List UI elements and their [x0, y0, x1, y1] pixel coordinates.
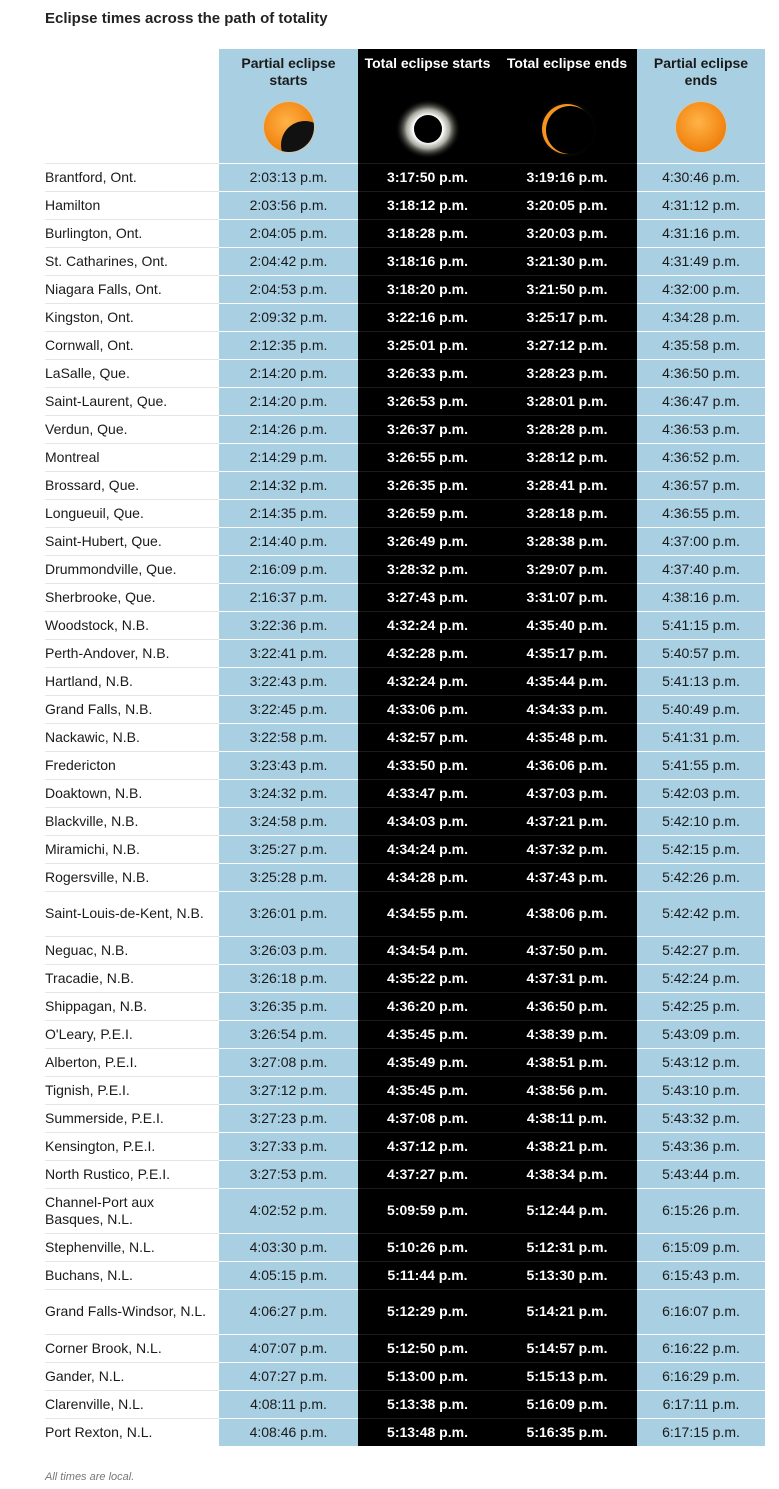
total-end-time: 4:37:31 p.m.: [497, 964, 637, 992]
total-end-time: 4:37:50 p.m.: [497, 936, 637, 964]
city-name: Montreal: [45, 443, 219, 471]
total-start-time: 4:34:28 p.m.: [358, 863, 497, 891]
total-end-time: 3:21:30 p.m.: [497, 247, 637, 275]
city-name: O'Leary, P.E.I.: [45, 1020, 219, 1048]
table-row: [45, 219, 765, 247]
header-partial-end: [637, 49, 765, 163]
partial-end-time: 5:43:10 p.m.: [637, 1076, 765, 1104]
total-end-time: 3:25:17 p.m.: [497, 303, 637, 331]
table-row: [45, 303, 765, 331]
city-name: LaSalle, Que.: [45, 359, 219, 387]
partial-start-time: 4:03:30 p.m.: [219, 1233, 358, 1261]
partial-start-time: 2:14:40 p.m.: [219, 527, 358, 555]
total-end-time: 3:21:50 p.m.: [497, 275, 637, 303]
city-name: Port Rexton, N.L.: [45, 1418, 219, 1446]
table-row: [45, 1362, 765, 1390]
city-name: Brossard, Que.: [45, 471, 219, 499]
city-name: Clarenville, N.L.: [45, 1390, 219, 1418]
header-label: Partial eclipse ends: [653, 55, 749, 88]
partial-start-time: 3:22:41 p.m.: [219, 639, 358, 667]
total-end-time: 3:28:12 p.m.: [497, 443, 637, 471]
partial-end-time: 4:31:12 p.m.: [637, 191, 765, 219]
total-start-time: 5:10:26 p.m.: [358, 1233, 497, 1261]
partial-end-time: 6:16:22 p.m.: [637, 1334, 765, 1362]
partial-start-time: 2:04:42 p.m.: [219, 247, 358, 275]
total-start-time: 5:12:50 p.m.: [358, 1334, 497, 1362]
partial-end-time: 5:42:03 p.m.: [637, 779, 765, 807]
city-name: Hamilton: [45, 191, 219, 219]
total-start-time: 4:34:54 p.m.: [358, 936, 497, 964]
total-end-time: 3:19:16 p.m.: [497, 163, 637, 191]
city-name: Saint-Louis-de-Kent, N.B.: [45, 891, 219, 936]
table-row: [45, 499, 765, 527]
city-name: Corner Brook, N.L.: [45, 1334, 219, 1362]
total-end-time: 3:31:07 p.m.: [497, 583, 637, 611]
total-start-time: 4:34:03 p.m.: [358, 807, 497, 835]
partial-end-time: 5:42:42 p.m.: [637, 891, 765, 936]
total-end-time: 3:28:18 p.m.: [497, 499, 637, 527]
partial-end-time: 4:31:49 p.m.: [637, 247, 765, 275]
city-name: Kingston, Ont.: [45, 303, 219, 331]
partial-start-time: 3:26:01 p.m.: [219, 891, 358, 936]
total-start-time: 5:12:29 p.m.: [358, 1289, 497, 1334]
partial-start-time: 3:25:27 p.m.: [219, 835, 358, 863]
partial-start-time: 3:22:45 p.m.: [219, 695, 358, 723]
partial-start-time: 3:26:03 p.m.: [219, 936, 358, 964]
total-start-time: 4:37:12 p.m.: [358, 1132, 497, 1160]
partial-end-time: 4:38:16 p.m.: [637, 583, 765, 611]
total-end-time: 3:28:38 p.m.: [497, 527, 637, 555]
city-name: Blackville, N.B.: [45, 807, 219, 835]
city-name: Tracadie, N.B.: [45, 964, 219, 992]
total-start-time: 5:13:38 p.m.: [358, 1390, 497, 1418]
partial-end-time: 4:36:52 p.m.: [637, 443, 765, 471]
city-name: Kensington, P.E.I.: [45, 1132, 219, 1160]
partial-eclipse-end-icon: [673, 99, 729, 155]
header-label: Total eclipse starts: [364, 55, 491, 71]
partial-end-time: 4:32:00 p.m.: [637, 275, 765, 303]
partial-start-time: 3:27:23 p.m.: [219, 1104, 358, 1132]
table-row: [45, 807, 765, 835]
total-end-time: 3:28:41 p.m.: [497, 471, 637, 499]
table-row: [45, 527, 765, 555]
partial-start-time: 2:14:29 p.m.: [219, 443, 358, 471]
total-end-time: 3:29:07 p.m.: [497, 555, 637, 583]
header-total-start: [358, 49, 497, 163]
total-end-time: 4:36:06 p.m.: [497, 751, 637, 779]
table-row: [45, 247, 765, 275]
partial-end-time: 5:43:32 p.m.: [637, 1104, 765, 1132]
partial-end-time: 5:42:15 p.m.: [637, 835, 765, 863]
total-start-time: 3:26:53 p.m.: [358, 387, 497, 415]
partial-start-time: 3:26:18 p.m.: [219, 964, 358, 992]
partial-end-time: 5:43:09 p.m.: [637, 1020, 765, 1048]
total-end-time: 5:14:57 p.m.: [497, 1334, 637, 1362]
total-start-time: 5:11:44 p.m.: [358, 1261, 497, 1289]
city-name: North Rustico, P.E.I.: [45, 1160, 219, 1188]
city-name: Grand Falls-Windsor, N.L.: [45, 1289, 219, 1334]
partial-end-time: 5:42:25 p.m.: [637, 992, 765, 1020]
total-end-time: 3:28:23 p.m.: [497, 359, 637, 387]
total-end-time: 3:20:05 p.m.: [497, 191, 637, 219]
table-row: [45, 639, 765, 667]
total-end-time: 4:38:39 p.m.: [497, 1020, 637, 1048]
partial-end-time: 6:15:43 p.m.: [637, 1261, 765, 1289]
partial-end-time: 6:17:11 p.m.: [637, 1390, 765, 1418]
total-end-time: 4:37:43 p.m.: [497, 863, 637, 891]
partial-end-time: 5:41:31 p.m.: [637, 723, 765, 751]
partial-start-time: 3:27:12 p.m.: [219, 1076, 358, 1104]
table-row: [45, 1261, 765, 1289]
table-row: [45, 936, 765, 964]
total-end-time: 4:36:50 p.m.: [497, 992, 637, 1020]
partial-start-time: 4:06:27 p.m.: [219, 1289, 358, 1334]
total-eclipse-start-icon: [395, 99, 461, 159]
city-name: Neguac, N.B.: [45, 936, 219, 964]
partial-end-time: 5:41:55 p.m.: [637, 751, 765, 779]
total-start-time: 4:32:57 p.m.: [358, 723, 497, 751]
partial-end-time: 6:15:09 p.m.: [637, 1233, 765, 1261]
total-end-time: 4:38:51 p.m.: [497, 1048, 637, 1076]
partial-end-time: 6:17:15 p.m.: [637, 1418, 765, 1446]
footnote: All times are local.: [45, 1471, 135, 1483]
partial-end-time: 4:37:00 p.m.: [637, 527, 765, 555]
total-end-time: 4:35:40 p.m.: [497, 611, 637, 639]
partial-start-time: 4:05:15 p.m.: [219, 1261, 358, 1289]
partial-start-time: 2:14:35 p.m.: [219, 499, 358, 527]
total-end-time: 3:28:28 p.m.: [497, 415, 637, 443]
city-name: Buchans, N.L.: [45, 1261, 219, 1289]
partial-end-time: 4:36:55 p.m.: [637, 499, 765, 527]
table-row: [45, 191, 765, 219]
total-end-time: 5:15:13 p.m.: [497, 1362, 637, 1390]
partial-end-time: 4:36:57 p.m.: [637, 471, 765, 499]
table-header-row: [45, 49, 765, 163]
total-end-time: 4:35:44 p.m.: [497, 667, 637, 695]
total-start-time: 4:33:50 p.m.: [358, 751, 497, 779]
total-end-time: 4:37:21 p.m.: [497, 807, 637, 835]
partial-start-time: 2:16:37 p.m.: [219, 583, 358, 611]
total-start-time: 3:22:16 p.m.: [358, 303, 497, 331]
partial-start-time: 3:22:43 p.m.: [219, 667, 358, 695]
table-row: [45, 1334, 765, 1362]
table-row: [45, 723, 765, 751]
table-row: [45, 1020, 765, 1048]
table-row: [45, 275, 765, 303]
city-name: Shippagan, N.B.: [45, 992, 219, 1020]
total-start-time: 3:17:50 p.m.: [358, 163, 497, 191]
city-name: Fredericton: [45, 751, 219, 779]
total-end-time: 4:38:21 p.m.: [497, 1132, 637, 1160]
total-start-time: 4:34:24 p.m.: [358, 835, 497, 863]
partial-end-time: 4:36:53 p.m.: [637, 415, 765, 443]
city-name: Cornwall, Ont.: [45, 331, 219, 359]
table-row: [45, 555, 765, 583]
partial-end-time: 4:35:58 p.m.: [637, 331, 765, 359]
partial-end-time: 5:41:15 p.m.: [637, 611, 765, 639]
table-row: [45, 1104, 765, 1132]
total-end-time: 3:27:12 p.m.: [497, 331, 637, 359]
partial-end-time: 4:31:16 p.m.: [637, 219, 765, 247]
total-end-time: 3:28:01 p.m.: [497, 387, 637, 415]
total-end-time: 5:12:44 p.m.: [497, 1188, 637, 1233]
table-row: [45, 891, 765, 936]
partial-end-time: 5:41:13 p.m.: [637, 667, 765, 695]
total-start-time: 4:33:47 p.m.: [358, 779, 497, 807]
partial-end-time: 6:16:29 p.m.: [637, 1362, 765, 1390]
total-start-time: 3:28:32 p.m.: [358, 555, 497, 583]
total-start-time: 4:35:45 p.m.: [358, 1020, 497, 1048]
total-start-time: 4:32:28 p.m.: [358, 639, 497, 667]
table-row: [45, 1289, 765, 1334]
total-end-time: 5:16:35 p.m.: [497, 1418, 637, 1446]
partial-start-time: 3:24:58 p.m.: [219, 807, 358, 835]
table-row: [45, 964, 765, 992]
total-start-time: 4:35:45 p.m.: [358, 1076, 497, 1104]
total-end-time: 4:37:32 p.m.: [497, 835, 637, 863]
city-name: St. Catharines, Ont.: [45, 247, 219, 275]
total-start-time: 3:26:33 p.m.: [358, 359, 497, 387]
total-start-time: 4:36:20 p.m.: [358, 992, 497, 1020]
partial-start-time: 2:03:56 p.m.: [219, 191, 358, 219]
total-start-time: 3:26:49 p.m.: [358, 527, 497, 555]
partial-start-time: 2:04:53 p.m.: [219, 275, 358, 303]
total-end-time: 4:35:17 p.m.: [497, 639, 637, 667]
partial-end-time: 4:34:28 p.m.: [637, 303, 765, 331]
city-name: Stephenville, N.L.: [45, 1233, 219, 1261]
table-row: [45, 992, 765, 1020]
partial-end-time: 4:36:50 p.m.: [637, 359, 765, 387]
partial-start-time: 3:27:33 p.m.: [219, 1132, 358, 1160]
table-row: [45, 443, 765, 471]
city-name: Summerside, P.E.I.: [45, 1104, 219, 1132]
total-start-time: 3:18:16 p.m.: [358, 247, 497, 275]
table-row: [45, 359, 765, 387]
total-start-time: 3:26:37 p.m.: [358, 415, 497, 443]
table-row: [45, 1233, 765, 1261]
total-start-time: 5:13:00 p.m.: [358, 1362, 497, 1390]
table-row: [45, 583, 765, 611]
city-name: Channel-Port aux Basques, N.L.: [45, 1188, 219, 1233]
total-start-time: 3:18:20 p.m.: [358, 275, 497, 303]
header-partial-start: [219, 49, 358, 163]
city-name: Drummondville, Que.: [45, 555, 219, 583]
table-row: [45, 611, 765, 639]
total-end-time: 4:34:33 p.m.: [497, 695, 637, 723]
table-row: [45, 387, 765, 415]
partial-start-time: 2:03:13 p.m.: [219, 163, 358, 191]
partial-start-time: 3:24:32 p.m.: [219, 779, 358, 807]
table-row: [45, 751, 765, 779]
eclipse-times-table: [45, 49, 765, 1446]
partial-start-time: 3:27:08 p.m.: [219, 1048, 358, 1076]
table-row: [45, 1048, 765, 1076]
partial-start-time: 2:04:05 p.m.: [219, 219, 358, 247]
partial-start-time: 4:08:11 p.m.: [219, 1390, 358, 1418]
partial-start-time: 3:26:54 p.m.: [219, 1020, 358, 1048]
table-row: [45, 835, 765, 863]
table-row: [45, 331, 765, 359]
partial-eclipse-start-icon: [261, 99, 317, 155]
partial-start-time: 3:27:53 p.m.: [219, 1160, 358, 1188]
city-name: Sherbrooke, Que.: [45, 583, 219, 611]
city-name: Tignish, P.E.I.: [45, 1076, 219, 1104]
partial-end-time: 5:42:24 p.m.: [637, 964, 765, 992]
partial-end-time: 5:40:49 p.m.: [637, 695, 765, 723]
total-start-time: 3:27:43 p.m.: [358, 583, 497, 611]
total-start-time: 4:37:08 p.m.: [358, 1104, 497, 1132]
header-label: Total eclipse ends: [506, 55, 628, 71]
total-start-time: 3:26:55 p.m.: [358, 443, 497, 471]
city-name: Gander, N.L.: [45, 1362, 219, 1390]
table-row: [45, 695, 765, 723]
partial-start-time: 2:16:09 p.m.: [219, 555, 358, 583]
partial-end-time: 6:16:07 p.m.: [637, 1289, 765, 1334]
total-end-time: 4:38:11 p.m.: [497, 1104, 637, 1132]
partial-start-time: 3:22:58 p.m.: [219, 723, 358, 751]
total-start-time: 3:25:01 p.m.: [358, 331, 497, 359]
total-start-time: 3:26:35 p.m.: [358, 471, 497, 499]
partial-end-time: 5:43:44 p.m.: [637, 1160, 765, 1188]
table-row: [45, 1390, 765, 1418]
total-end-time: 4:38:34 p.m.: [497, 1160, 637, 1188]
partial-start-time: 4:08:46 p.m.: [219, 1418, 358, 1446]
partial-start-time: 3:22:36 p.m.: [219, 611, 358, 639]
partial-start-time: 4:07:27 p.m.: [219, 1362, 358, 1390]
partial-start-time: 2:12:35 p.m.: [219, 331, 358, 359]
city-name: Doaktown, N.B.: [45, 779, 219, 807]
partial-end-time: 5:43:36 p.m.: [637, 1132, 765, 1160]
partial-end-time: 5:40:57 p.m.: [637, 639, 765, 667]
total-start-time: 3:26:59 p.m.: [358, 499, 497, 527]
city-name: Alberton, P.E.I.: [45, 1048, 219, 1076]
city-name: Saint-Hubert, Que.: [45, 527, 219, 555]
partial-end-time: 6:15:26 p.m.: [637, 1188, 765, 1233]
partial-end-time: 5:42:27 p.m.: [637, 936, 765, 964]
total-end-time: 5:13:30 p.m.: [497, 1261, 637, 1289]
city-name: Niagara Falls, Ont.: [45, 275, 219, 303]
total-eclipse-end-icon: [537, 99, 597, 159]
total-start-time: 4:35:22 p.m.: [358, 964, 497, 992]
partial-start-time: 3:25:28 p.m.: [219, 863, 358, 891]
city-name: Grand Falls, N.B.: [45, 695, 219, 723]
total-end-time: 4:35:48 p.m.: [497, 723, 637, 751]
partial-start-time: 4:02:52 p.m.: [219, 1188, 358, 1233]
total-start-time: 3:18:12 p.m.: [358, 191, 497, 219]
table-row: [45, 1076, 765, 1104]
partial-start-time: 3:23:43 p.m.: [219, 751, 358, 779]
total-end-time: 5:12:31 p.m.: [497, 1233, 637, 1261]
partial-end-time: 5:42:26 p.m.: [637, 863, 765, 891]
total-end-time: 4:38:56 p.m.: [497, 1076, 637, 1104]
partial-start-time: 3:26:35 p.m.: [219, 992, 358, 1020]
header-label: Partial eclipse starts: [241, 55, 336, 88]
partial-start-time: 2:14:32 p.m.: [219, 471, 358, 499]
total-start-time: 4:32:24 p.m.: [358, 667, 497, 695]
table-row: [45, 415, 765, 443]
city-name: Saint-Laurent, Que.: [45, 387, 219, 415]
partial-end-time: 4:36:47 p.m.: [637, 387, 765, 415]
city-name: Burlington, Ont.: [45, 219, 219, 247]
partial-start-time: 2:09:32 p.m.: [219, 303, 358, 331]
table-row: [45, 863, 765, 891]
header-blank: [45, 49, 219, 163]
page-title: Eclipse times across the path of totality: [45, 10, 328, 27]
city-name: Perth-Andover, N.B.: [45, 639, 219, 667]
table-row: [45, 163, 765, 191]
city-name: Woodstock, N.B.: [45, 611, 219, 639]
partial-end-time: 4:30:46 p.m.: [637, 163, 765, 191]
total-end-time: 4:37:03 p.m.: [497, 779, 637, 807]
total-start-time: 4:32:24 p.m.: [358, 611, 497, 639]
total-end-time: 5:16:09 p.m.: [497, 1390, 637, 1418]
total-start-time: 4:37:27 p.m.: [358, 1160, 497, 1188]
partial-start-time: 2:14:20 p.m.: [219, 387, 358, 415]
total-start-time: 3:18:28 p.m.: [358, 219, 497, 247]
partial-start-time: 4:07:07 p.m.: [219, 1334, 358, 1362]
table-row: [45, 667, 765, 695]
total-start-time: 5:09:59 p.m.: [358, 1188, 497, 1233]
total-start-time: 4:34:55 p.m.: [358, 891, 497, 936]
city-name: Brantford, Ont.: [45, 163, 219, 191]
city-name: Rogersville, N.B.: [45, 863, 219, 891]
table-row: [45, 1188, 765, 1233]
total-end-time: 4:38:06 p.m.: [497, 891, 637, 936]
partial-start-time: 2:14:26 p.m.: [219, 415, 358, 443]
city-name: Verdun, Que.: [45, 415, 219, 443]
header-total-end: [497, 49, 637, 163]
city-name: Nackawic, N.B.: [45, 723, 219, 751]
table-row: [45, 1418, 765, 1446]
total-start-time: 4:35:49 p.m.: [358, 1048, 497, 1076]
table-row: [45, 471, 765, 499]
table-row: [45, 1132, 765, 1160]
total-end-time: 3:20:03 p.m.: [497, 219, 637, 247]
partial-end-time: 5:43:12 p.m.: [637, 1048, 765, 1076]
partial-end-time: 4:37:40 p.m.: [637, 555, 765, 583]
table-row: [45, 1160, 765, 1188]
partial-end-time: 5:42:10 p.m.: [637, 807, 765, 835]
table-row: [45, 779, 765, 807]
total-start-time: 4:33:06 p.m.: [358, 695, 497, 723]
city-name: Miramichi, N.B.: [45, 835, 219, 863]
total-start-time: 5:13:48 p.m.: [358, 1418, 497, 1446]
city-name: Longueuil, Que.: [45, 499, 219, 527]
partial-start-time: 2:14:20 p.m.: [219, 359, 358, 387]
city-name: Hartland, N.B.: [45, 667, 219, 695]
total-end-time: 5:14:21 p.m.: [497, 1289, 637, 1334]
